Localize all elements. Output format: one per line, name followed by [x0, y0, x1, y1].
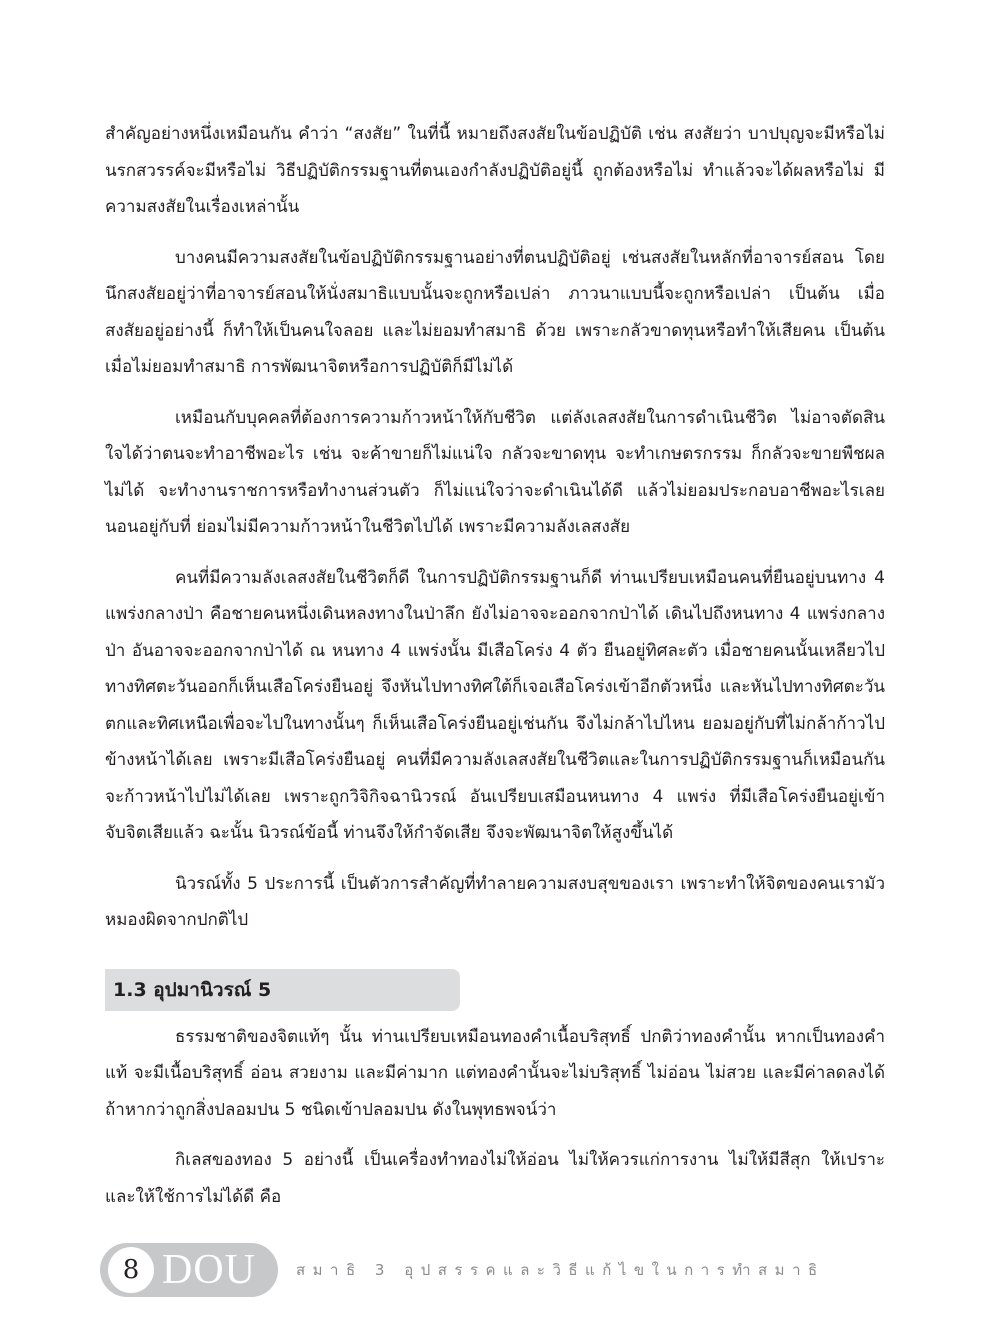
paragraph: กิเลสของทอง 5 อย่างนี้ เป็นเครื่องทำทองไม่ให้อ่อน ไม่ให้ควรแก่การงาน ไม่ให้มีสีสุก ให้เปราะ และให้ใช้การไม่ได้ดี คือ — [105, 1150, 885, 1207]
running-title: สมาธิ 3 อุปสรรคและวิธีแก้ไขในการทำสมาธิ — [296, 1261, 825, 1279]
paragraph: คนที่มีความลังเลสงสัยในชีวิตก็ดี ในการปฏิบัติกรรมฐานก็ดี ท่านเปรียบเหมือนคนที่ยืนอยู่บนทาง 4 แพร่งกลางป่า คือชายคนหนึ่งเดินหลงทางในป่าลึก ยังไม่อาจจะออกจากป่าได้ เดินไปถึงหนทาง 4 แพร่งกลางป่า อันอาจจะออกจากป่าได้ ณ หนทาง 4 แพร่งนั้น มีเสือโคร่ง 4 ตัว ยืนอยู่ทิศละตัว เมื่อชายคนนั้นเหลียวไปทางทิศตะวันออกก็เห็นเสือโคร่งยืนอยู่ จึงหันไปทางทิศใต้ก็เจอเสือโคร่งเข้าอีกตัวหนึ่ง และหันไปทางทิศตะวันตกและทิศเหนือเพื่อจะไปในทางนั้นๆ ก็เห็นเสือโคร่งยืนอยู่เช่นกัน จึงไม่กล้าไปไหน ยอมอยู่กับที่ไม่กล้าก้าวไปข้างหน้าได้เลย เพราะมีเสือโคร่งยืนอยู่ คนที่มีความลังเลสงสัยในชีวิตและในการปฏิบัติกรรมฐานก็เหมือนกันจะก้าวหน้าไปไม่ได้เลย เพราะถูกวิจิกิจฉานิวรณ์ อันเปรียบเสมือนหนทาง 4 แพร่ง ที่มีเสือโคร่งยืนอยู่เข้าจับจิตเสียแล้ว ฉะนั้น นิวรณ์ข้อนี้ ท่านจึงให้กำจัดเสีย จึงจะพัฒนาจิตให้สูงขึ้นได้ — [105, 567, 885, 843]
section-heading: 1.3 อุปมานิวรณ์ 5 — [113, 978, 272, 1001]
dou-logo: DOU — [162, 1247, 256, 1293]
paragraph-continued: สำคัญอย่างหนึ่งเหมือนกัน คำว่า “สงสัย” ในที่นี้ หมายถึงสงสัยในข้อปฏิบัติ เช่น สงสัยว่า บาปบุญจะมีหรือไม่ นรกสวรรค์จะมีหรือไม่ วิธีปฏิบัติกรรมฐานที่ตนเองกำลังปฏิบัติอยู่นี้ ถูกต้องหรือไม่ ทำแล้วจะได้ผลหรือไม่ มีความสงสัยในเรื่องเหล่านั้น — [105, 124, 886, 217]
page-content — [105, 116, 885, 1215]
footer-badge — [100, 1243, 278, 1297]
page-number: 8 — [108, 1247, 154, 1293]
paragraph: ธรรมชาติของจิตแท้ๆ นั้น ท่านเปรียบเหมือนทองคำเนื้อบริสุทธิ์ ปกติว่าทองคำนั้น หากเป็นทองคำแท้ จะมีเนื้อบริสุทธิ์ อ่อน สวยงาม และมีค่ามาก แต่ทองคำนั้นจะไม่บริสุทธิ์ ไม่อ่อน ไม่สวย และมีค่าลดลงได้ ถ้าหากว่าถูกสิ่งปลอมปน 5 ชนิดเข้าปลอมปน ดังในพุทธพจน์ว่า — [105, 1026, 885, 1120]
paragraph: นิวรณ์ทั้ง 5 ประการนี้ เป็นตัวการสำคัญที่ทำลายความสงบสุขของเรา เพราะทำให้จิตของคนเรามัวหมองผิดจากปกติไป — [105, 873, 885, 930]
paragraph: บางคนมีความสงสัยในข้อปฏิบัติกรรมฐานอย่างที่ตนปฏิบัติอยู่ เช่นสงสัยในหลักที่อาจารย์สอน โดยนึกสงสัยอยู่ว่าที่อาจารย์สอนให้นั่งสมาธิแบบนั้นจะถูกหรือเปล่า ภาวนาแบบนี้จะถูกหรือเปล่า เป็นต้น เมื่อสงสัยอยู่อย่างนี้ ก็ทำให้เป็นคนใจลอย และไม่ยอมทำสมาธิ ด้วย เพราะกลัวขาดทุนหรือทำให้เสียคน เป็นต้น เมื่อไม่ยอมทำสมาธิ การพัฒนาจิตหรือการปฏิบัติก็มีไม่ได้ — [105, 247, 885, 377]
section-heading-box — [105, 969, 460, 1011]
page-footer — [100, 1243, 825, 1297]
paragraph: เหมือนกับบุคคลที่ต้องการความก้าวหน้าให้กับชีวิต แต่ลังเลสงสัยในการดำเนินชีวิต ไม่อาจตัดสินใจได้ว่าตนจะทำอาชีพอะไร เช่น จะค้าขายก็ไม่แน่ใจ กลัวจะขาดทุน จะทำเกษตรกรรม ก็กลัวจะขายพืชผลไม่ได้ จะทำงานราชการหรือทำงานส่วนตัว ก็ไม่แน่ใจว่าจะดำเนินได้ดี แล้วไม่ยอมประกอบอาชีพอะไรเลย นอนอยู่กับที่ ย่อมไม่มีความก้าวหน้าในชีวิตไปได้ เพราะมีความลังเลสงสัย — [105, 407, 885, 537]
